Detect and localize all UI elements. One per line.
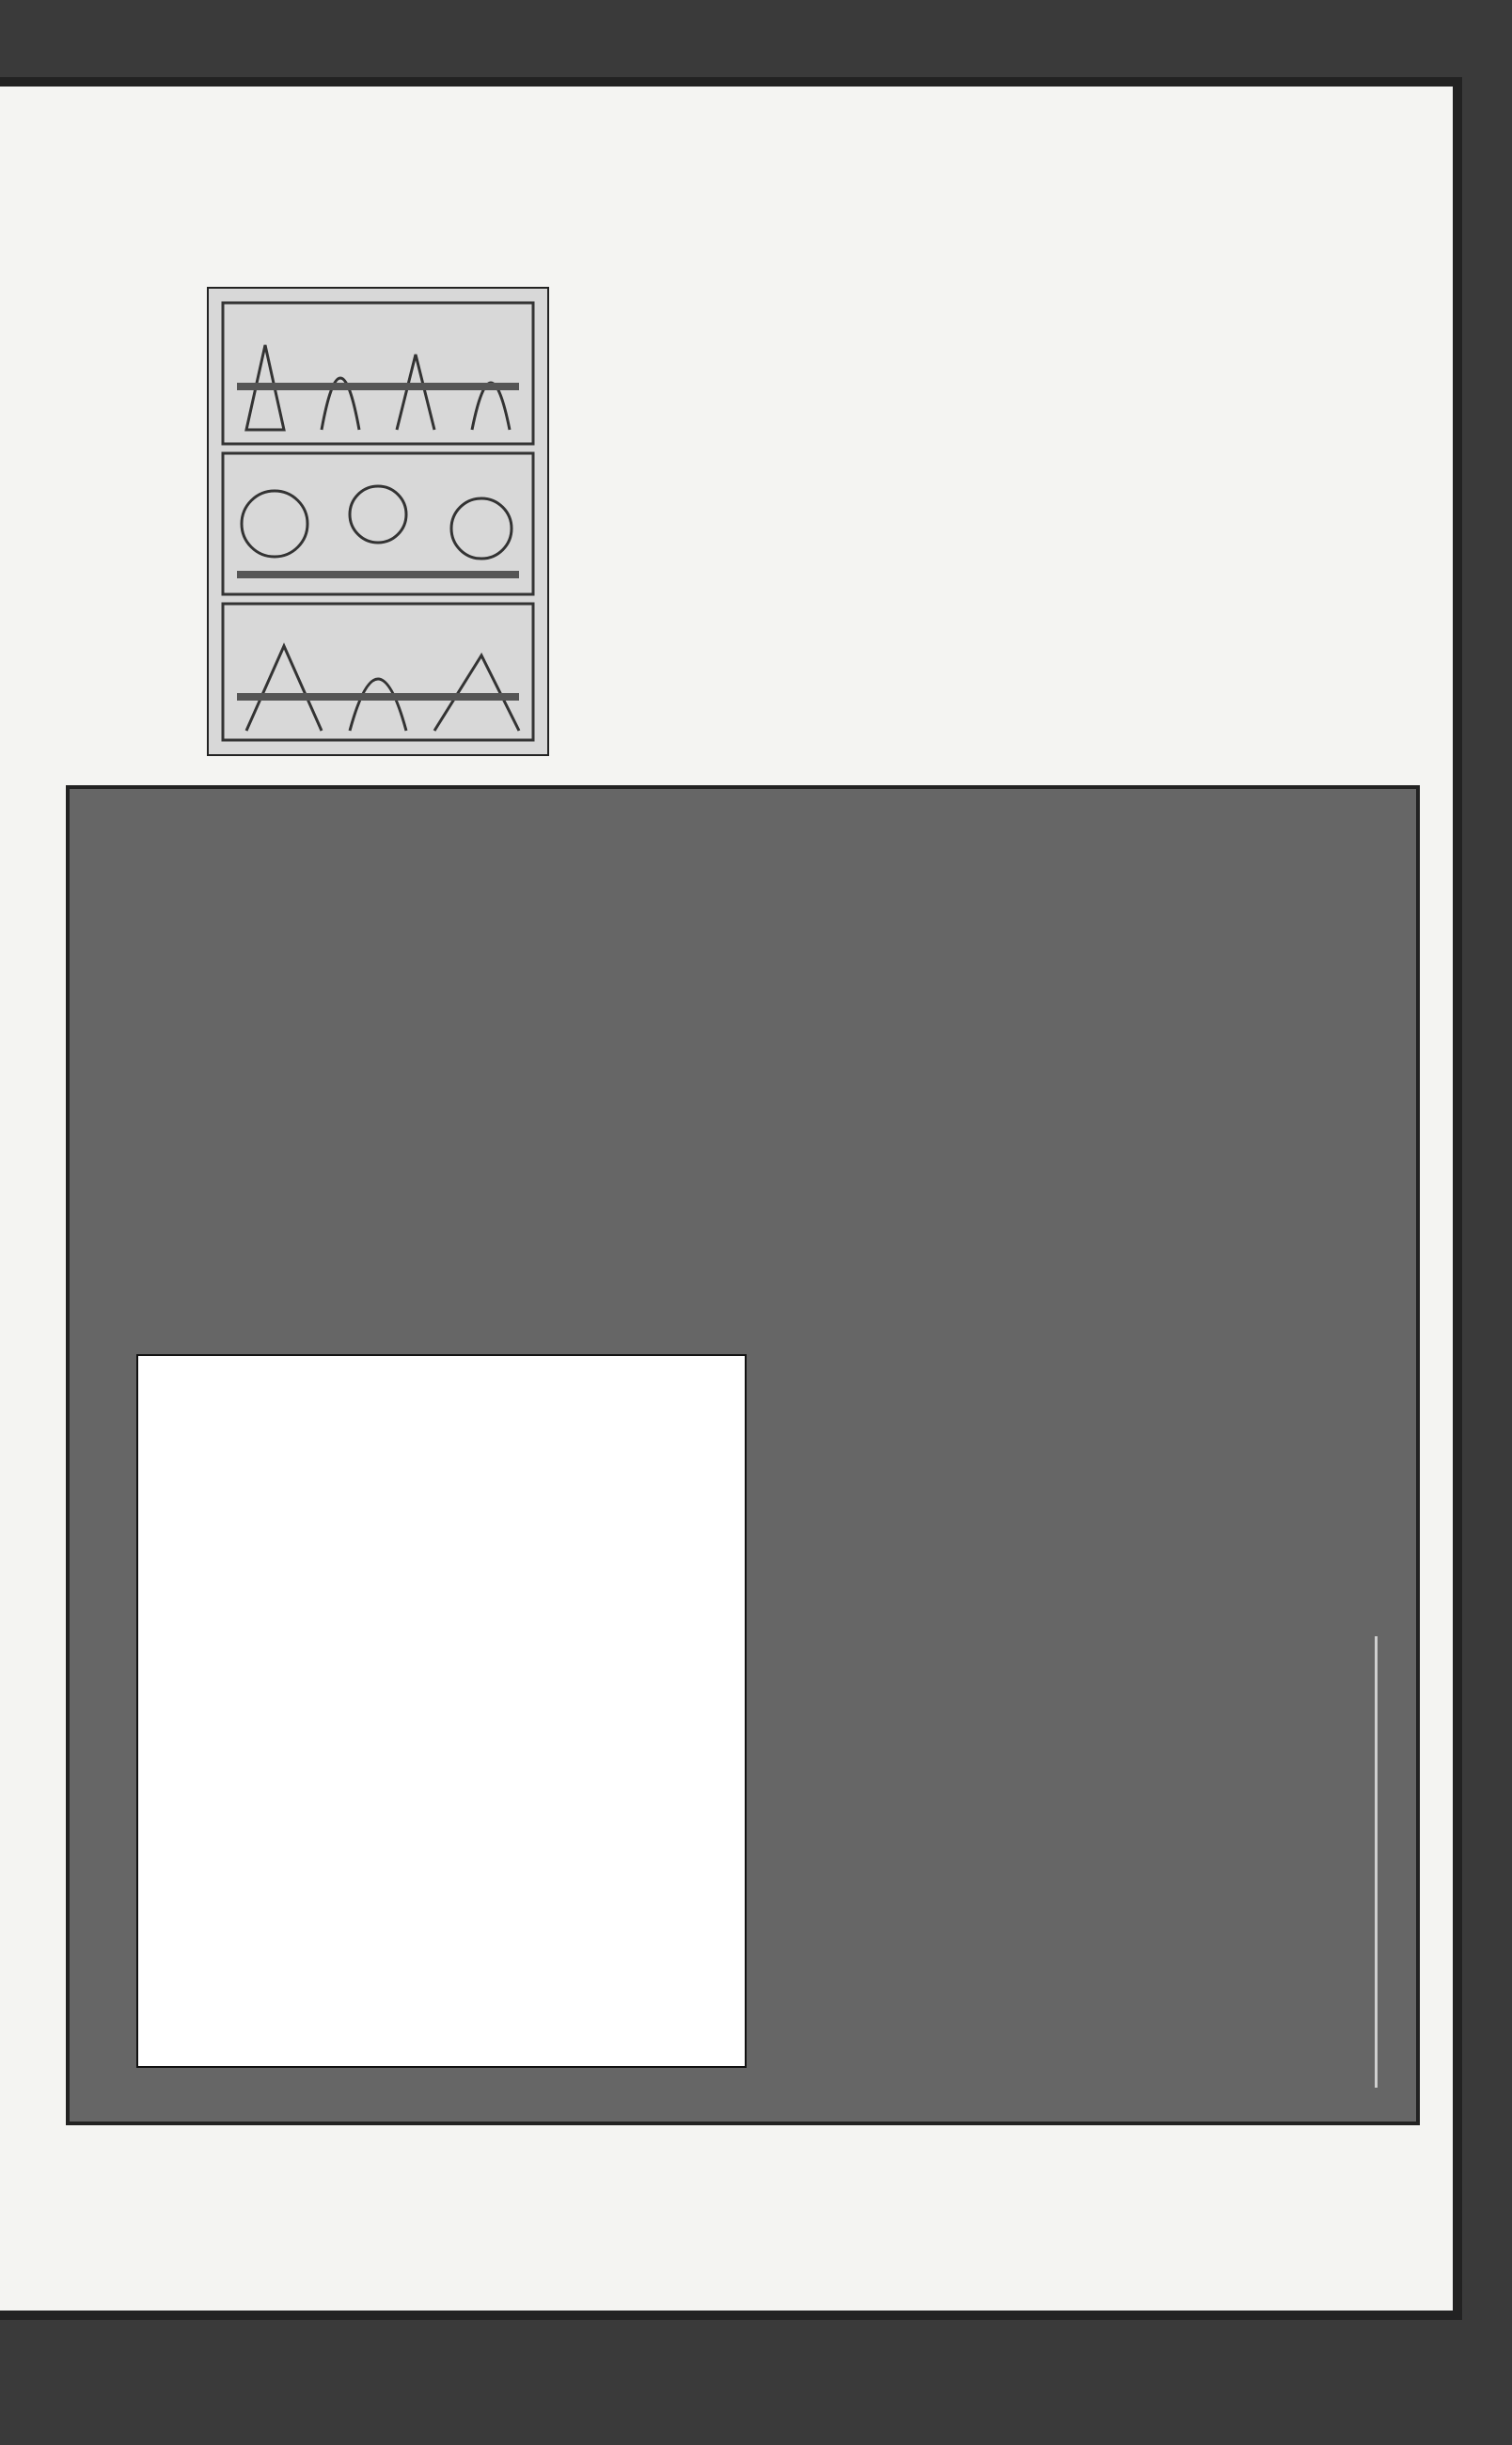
page-footer [0,2351,1512,2394]
column-title-rule [1375,1636,1378,2088]
upper-article [1219,292,1437,752]
tree-of-life-diagram [136,1354,747,2068]
alchemists-engraving [207,287,549,756]
bottom-ornament-row [103,2153,1420,2276]
top-ornament-row [103,141,1420,263]
